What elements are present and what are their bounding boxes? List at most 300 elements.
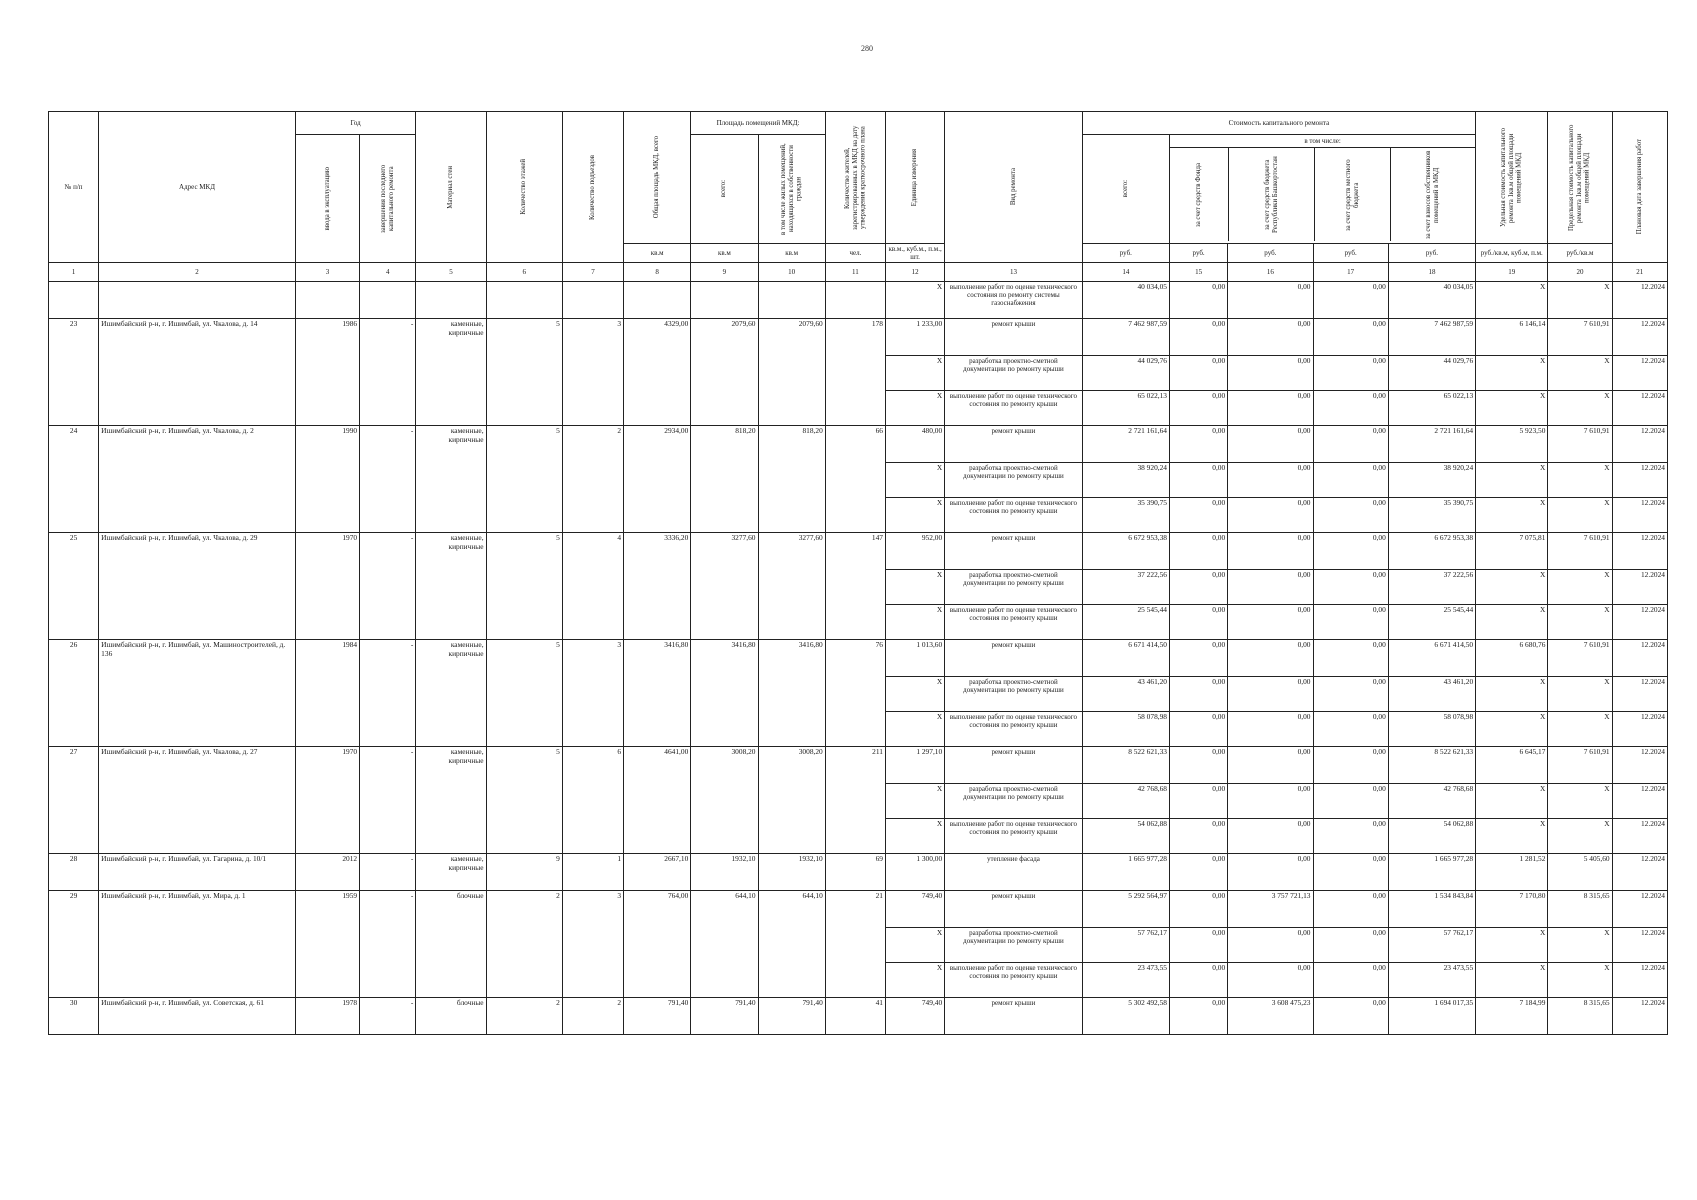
cell-entrances: 2: [562, 998, 623, 1035]
cell-unit-cost: 6 645,17: [1476, 747, 1548, 784]
column-index-17: 17: [1313, 263, 1388, 282]
cell-max-cost: 7 610,91: [1548, 319, 1612, 356]
cell-address: Ишимбайский р-н, г. Ишимбай, ул. Чкалова, д. 27: [99, 747, 296, 854]
cell-residents: 76: [825, 640, 885, 747]
cell-material: каменные, кирпичные: [416, 747, 486, 854]
cell-cost-owners: 57 762,17: [1388, 928, 1475, 963]
cell-unit-cost: 6 146,14: [1476, 319, 1548, 356]
cell-unit: 1 297,10: [885, 747, 944, 784]
header-unit-cost: Удельная стоимость капитального ремонта 1кв.м общей площади помещений МКД: [1476, 112, 1548, 244]
cell-premises-total: 2079,60: [691, 319, 758, 426]
unit-premises-private: кв.м: [758, 244, 825, 263]
cell-cost-republic: 0,00: [1228, 854, 1313, 891]
cell-deadline: 12.2024: [1612, 605, 1667, 640]
cell-max-cost: X: [1548, 784, 1612, 819]
cell-total-area: 4329,00: [624, 319, 691, 426]
cell-floors: 9: [486, 854, 562, 891]
cell-cost-total: 40 034,05: [1082, 282, 1169, 319]
column-index-13: 13: [945, 263, 1083, 282]
unit-residents: чел.: [825, 244, 885, 263]
cell-cost-local: 0,00: [1313, 891, 1388, 928]
cell-cost-owners: 44 029,76: [1388, 356, 1475, 391]
cell-premises-total: 791,40: [691, 998, 758, 1035]
cell-cost-total: 6 672 953,38: [1082, 533, 1169, 570]
cell-cost-fund: 0,00: [1170, 391, 1228, 426]
cell-cost-fund: 0,00: [1170, 677, 1228, 712]
table-row: [49, 854, 1668, 891]
cell-last-repair: -: [360, 319, 416, 426]
cell-entrances: 3: [562, 640, 623, 747]
page-number: 280: [861, 44, 873, 53]
cell-premises-total: 644,10: [691, 891, 758, 998]
cell-work-type: разработка проектно-сметной документации по ремонту крыши: [945, 356, 1083, 391]
cell-cost-local: 0,00: [1313, 784, 1388, 819]
cell-cost-republic: 0,00: [1228, 640, 1313, 677]
cell-cost-local: 0,00: [1313, 677, 1388, 712]
cell-unit: X: [885, 928, 944, 963]
cell-cost-owners: 43 461,20: [1388, 677, 1475, 712]
header-max-cost: Предельная стоимость капитального ремонта 1кв.м общей площади помещений МКД: [1548, 112, 1612, 244]
cell-work-type: утепление фасада: [945, 854, 1083, 891]
cell-cost-republic: 0,00: [1228, 463, 1313, 498]
capital-repair-register: [48, 111, 1668, 1035]
cell-unit-cost: X: [1476, 712, 1548, 747]
cell-cost-fund: 0,00: [1170, 570, 1228, 605]
cell-residents: 178: [825, 319, 885, 426]
cell-unit-cost: 1 281,52: [1476, 854, 1548, 891]
cell-num: 28: [49, 854, 99, 891]
header-cost-owners: за счет взносов собственников помещений в МКД: [1425, 150, 1441, 239]
header-entrances: Количество подъездов: [562, 112, 623, 263]
cell-cost-fund: 0,00: [1170, 963, 1228, 998]
cell-max-cost: X: [1548, 391, 1612, 426]
cell-cost-republic: 0,00: [1228, 426, 1313, 463]
column-index-19: 19: [1476, 263, 1548, 282]
header-including-label: в том числе:: [1170, 135, 1475, 148]
cell-cost-local: 0,00: [1313, 854, 1388, 891]
cell-max-cost: X: [1548, 928, 1612, 963]
header-year-commissioning: ввода в эксплуатацию: [295, 135, 359, 263]
header-cost-local: за счет средств местного бюджета: [1344, 158, 1360, 231]
cell-deadline: 12.2024: [1612, 712, 1667, 747]
cell-cost-owners: 6 672 953,38: [1388, 533, 1475, 570]
column-index-7: 7: [562, 263, 623, 282]
unit-cost-republic: руб.: [1228, 244, 1313, 263]
cell-cost-total: 5 292 564,97: [1082, 891, 1169, 928]
cell-cost-total: 2 721 161,64: [1082, 426, 1169, 463]
cell-unit: X: [885, 356, 944, 391]
cell-deadline: 12.2024: [1612, 891, 1667, 928]
cell-year: 1970: [295, 747, 359, 854]
cell-premises-total: 818,20: [691, 426, 758, 533]
unit-cost-local: руб.: [1313, 244, 1388, 263]
cell-cost-fund: 0,00: [1170, 319, 1228, 356]
cell-deadline: 12.2024: [1612, 570, 1667, 605]
cell-unit: 952,00: [885, 533, 944, 570]
header-year-last-repair: завершения последнего капитального ремонта: [360, 135, 416, 263]
table-row: [49, 426, 1668, 463]
cell-max-cost: 8 315,65: [1548, 891, 1612, 928]
cell-work-type: выполнение работ по оценке технического состояния по ремонту крыши: [945, 712, 1083, 747]
cell-cost-local: 0,00: [1313, 570, 1388, 605]
cell-cost-republic: 0,00: [1228, 928, 1313, 963]
cell-premises-total: 3416,80: [691, 640, 758, 747]
column-index-14: 14: [1082, 263, 1169, 282]
cell-unit: X: [885, 463, 944, 498]
cell-cost-total: 7 462 987,59: [1082, 319, 1169, 356]
cell-unit-cost: X: [1476, 391, 1548, 426]
cell-cost-republic: 3 757 721,13: [1228, 891, 1313, 928]
cell-max-cost: X: [1548, 677, 1612, 712]
cell-cost-owners: 25 545,44: [1388, 605, 1475, 640]
header-residents: Количество жителей, зарегистрированных в МКД на дату утверждения краткосрочного плана: [825, 112, 885, 244]
cell-entrances: 3: [562, 319, 623, 426]
cell-unit: X: [885, 784, 944, 819]
cell-work-type: ремонт крыши: [945, 640, 1083, 677]
cell-cost-republic: 0,00: [1228, 963, 1313, 998]
cell-cost-fund: 0,00: [1170, 426, 1228, 463]
cell-address: Ишимбайский р-н, г. Ишимбай, ул. Машиностроителей, д. 136: [99, 640, 296, 747]
header-num: № п/п: [49, 112, 99, 263]
cell-floors: 2: [486, 891, 562, 998]
cell-floors: 5: [486, 319, 562, 426]
cell-deadline: 12.2024: [1612, 784, 1667, 819]
cell-entrances: 1: [562, 854, 623, 891]
cell-max-cost: 5 405,60: [1548, 854, 1612, 891]
cell-floors: 2: [486, 998, 562, 1035]
cell-material: каменные, кирпичные: [416, 533, 486, 640]
cell-cost-local: 0,00: [1313, 640, 1388, 677]
column-index-row: [49, 263, 1668, 282]
cell-premises-private: 3416,80: [758, 640, 825, 747]
cell-unit: 1 300,00: [885, 854, 944, 891]
cell-cost-total: 58 078,98: [1082, 712, 1169, 747]
cell-cost-local: 0,00: [1313, 498, 1388, 533]
cell-total-area: 3336,20: [624, 533, 691, 640]
cell-last-repair: -: [360, 854, 416, 891]
column-index-21: 21: [1612, 263, 1667, 282]
cell-material: блочные: [416, 998, 486, 1035]
cell-unit: X: [885, 677, 944, 712]
cell-cost-owners: 6 671 414,50: [1388, 640, 1475, 677]
cell-deadline: 12.2024: [1612, 747, 1667, 784]
cell-cost-total: 65 022,13: [1082, 391, 1169, 426]
cell-total-area: 4641,00: [624, 747, 691, 854]
cell-max-cost: X: [1548, 282, 1612, 319]
cell-num: 29: [49, 891, 99, 998]
cell-address: Ишимбайский р-н, г. Ишимбай, ул. Чкалова, д. 29: [99, 533, 296, 640]
cell-work-type: выполнение работ по оценке технического состояния по ремонту крыши: [945, 963, 1083, 998]
cell-num: 25: [49, 533, 99, 640]
cell-cost-owners: 37 222,56: [1388, 570, 1475, 605]
cell-cost-local: 0,00: [1313, 605, 1388, 640]
cell-work-type: разработка проектно-сметной документации по ремонту крыши: [945, 928, 1083, 963]
header-cost-total: всего:: [1082, 135, 1169, 244]
cell-year: 1986: [295, 319, 359, 426]
cell-material: каменные, кирпичные: [416, 854, 486, 891]
cell-unit: X: [885, 498, 944, 533]
cell-unit: 480,00: [885, 426, 944, 463]
cell-max-cost: X: [1548, 498, 1612, 533]
cell-cost-republic: 0,00: [1228, 356, 1313, 391]
table-body: [49, 282, 1668, 1035]
header-address: Адрес МКД: [99, 112, 296, 263]
cell-work-type: выполнение работ по оценке технического состояния по ремонту крыши: [945, 391, 1083, 426]
cell-cost-republic: 0,00: [1228, 747, 1313, 784]
cell-cost-local: 0,00: [1313, 391, 1388, 426]
cell-cost-total: 44 029,76: [1082, 356, 1169, 391]
cell-address: Ишимбайский р-н, г. Ишимбай, ул. Советская, д. 61: [99, 998, 296, 1035]
cell-cost-owners: 42 768,68: [1388, 784, 1475, 819]
cell-deadline: 12.2024: [1612, 819, 1667, 854]
cell-unit-cost: X: [1476, 819, 1548, 854]
cell-cost-fund: 0,00: [1170, 784, 1228, 819]
cell-cost-local: 0,00: [1313, 319, 1388, 356]
cell-cost-local: 0,00: [1313, 963, 1388, 998]
cell-cost-owners: 8 522 621,33: [1388, 747, 1475, 784]
cell-cost-fund: 0,00: [1170, 463, 1228, 498]
cell-work-type: ремонт крыши: [945, 533, 1083, 570]
cell-residents: 41: [825, 998, 885, 1035]
cell-unit: X: [885, 282, 944, 319]
cell-total-area: 2934,00: [624, 426, 691, 533]
cell-deadline: 12.2024: [1612, 998, 1667, 1035]
cell-address: Ишимбайский р-н, г. Ишимбай, ул. Мира, д. 1: [99, 891, 296, 998]
header-floors: Количество этажей: [486, 112, 562, 263]
cell-unit-cost: 5 923,50: [1476, 426, 1548, 463]
table-row: [49, 640, 1668, 677]
cell-entrances: 3: [562, 891, 623, 998]
cell-residents: 66: [825, 426, 885, 533]
cell-num: 30: [49, 998, 99, 1035]
cell-address: Ишимбайский р-н, г. Ишимбай, ул. Чкалова, д. 2: [99, 426, 296, 533]
cell-cost-total: 25 545,44: [1082, 605, 1169, 640]
header-work-type: Вид ремонта: [945, 112, 1083, 263]
cell-entrances: 6: [562, 747, 623, 854]
cell-cost-owners: 1 694 017,35: [1388, 998, 1475, 1035]
cell-total-area: 764,00: [624, 891, 691, 998]
column-index-16: 16: [1228, 263, 1313, 282]
cell-max-cost: 7 610,91: [1548, 426, 1612, 463]
cell-cost-fund: 0,00: [1170, 640, 1228, 677]
cell-work-type: разработка проектно-сметной документации по ремонту крыши: [945, 677, 1083, 712]
cell-material: блочные: [416, 891, 486, 998]
column-index-8: 8: [624, 263, 691, 282]
cell-deadline: 12.2024: [1612, 854, 1667, 891]
cell-unit-cost: X: [1476, 605, 1548, 640]
cell-last-repair: -: [360, 891, 416, 998]
column-index-4: 4: [360, 263, 416, 282]
header-premises-total: всего:: [691, 135, 758, 244]
cell-deadline: 12.2024: [1612, 319, 1667, 356]
cell-cost-owners: 54 062,88: [1388, 819, 1475, 854]
cell-max-cost: X: [1548, 570, 1612, 605]
column-index-5: 5: [416, 263, 486, 282]
cell-cost-total: 8 522 621,33: [1082, 747, 1169, 784]
header-cost-fund: за счет средств Фонда: [1195, 162, 1203, 227]
cell-work-type: ремонт крыши: [945, 747, 1083, 784]
column-index-18: 18: [1388, 263, 1475, 282]
cell-work-type: ремонт крыши: [945, 891, 1083, 928]
cell-total-area: 791,40: [624, 998, 691, 1035]
cell-max-cost: X: [1548, 605, 1612, 640]
cell-cost-local: 0,00: [1313, 533, 1388, 570]
cell-cost-local: 0,00: [1313, 356, 1388, 391]
cell-unit-cost: 7 170,80: [1476, 891, 1548, 928]
cell-work-type: ремонт крыши: [945, 426, 1083, 463]
cell-floors: 5: [486, 426, 562, 533]
cell-cost-republic: 0,00: [1228, 498, 1313, 533]
cell-deadline: 12.2024: [1612, 282, 1667, 319]
cell-address: Ишимбайский р-н, г. Ишимбай, ул. Гагарина, д. 10/1: [99, 854, 296, 891]
cell-cost-total: 43 461,20: [1082, 677, 1169, 712]
unit-cost-fund: руб.: [1170, 244, 1228, 263]
cell-cost-owners: 1 534 843,84: [1388, 891, 1475, 928]
cell-cost-republic: 0,00: [1228, 570, 1313, 605]
cell-year: 1970: [295, 533, 359, 640]
unit-cost-owners: руб.: [1388, 244, 1475, 263]
cell-cost-owners: 7 462 987,59: [1388, 319, 1475, 356]
cell-cost-local: 0,00: [1313, 928, 1388, 963]
cell-material: каменные, кирпичные: [416, 426, 486, 533]
table-header: [49, 112, 1668, 282]
header-year-group: Год: [295, 112, 415, 135]
cell-year: 2012: [295, 854, 359, 891]
register-table: [48, 111, 1668, 1035]
cell-unit: X: [885, 391, 944, 426]
cell-last-repair: -: [360, 998, 416, 1035]
cell-premises-private: 2079,60: [758, 319, 825, 426]
cell-unit-cost: 7 075,81: [1476, 533, 1548, 570]
cell-unit-cost: X: [1476, 498, 1548, 533]
cell-deadline: 12.2024: [1612, 391, 1667, 426]
cell-floors: 5: [486, 747, 562, 854]
cell-year: 1959: [295, 891, 359, 998]
cell-material: каменные, кирпичные: [416, 640, 486, 747]
cell-year: 1978: [295, 998, 359, 1035]
cell-cost-republic: 0,00: [1228, 319, 1313, 356]
cell-unit: 749,40: [885, 998, 944, 1035]
cell-cost-republic: 0,00: [1228, 819, 1313, 854]
cell-work-type: ремонт крыши: [945, 319, 1083, 356]
cell-cost-republic: 0,00: [1228, 605, 1313, 640]
cell-cost-local: 0,00: [1313, 998, 1388, 1035]
cell-work-type: выполнение работ по оценке технического состояния по ремонту крыши: [945, 819, 1083, 854]
cell-cost-owners: 2 721 161,64: [1388, 426, 1475, 463]
cell-work-type: выполнение работ по оценке технического состояния по ремонту системы газоснабжения: [945, 282, 1083, 319]
cell-unit-cost: X: [1476, 570, 1548, 605]
cell-material: каменные, кирпичные: [416, 319, 486, 426]
cell-cost-fund: 0,00: [1170, 356, 1228, 391]
cell-unit-cost: X: [1476, 463, 1548, 498]
cell-unit-cost: X: [1476, 282, 1548, 319]
cell-total-area: 3416,80: [624, 640, 691, 747]
cell-residents: 21: [825, 891, 885, 998]
cell-num: 24: [49, 426, 99, 533]
column-index-20: 20: [1548, 263, 1612, 282]
table-row: [49, 533, 1668, 570]
cell-cost-total: 35 390,75: [1082, 498, 1169, 533]
cell-deadline: 12.2024: [1612, 463, 1667, 498]
column-index-2: 2: [99, 263, 296, 282]
cell-unit-cost: X: [1476, 677, 1548, 712]
cell-cost-local: 0,00: [1313, 282, 1388, 319]
cell-unit: 1 233,00: [885, 319, 944, 356]
header-cost-including: [1170, 135, 1476, 244]
cell-cost-owners: 1 665 977,28: [1388, 854, 1475, 891]
table-row: [49, 747, 1668, 784]
cell-premises-private: 644,10: [758, 891, 825, 998]
cell-premises-private: 1932,10: [758, 854, 825, 891]
cell-max-cost: X: [1548, 712, 1612, 747]
cell-unit: X: [885, 819, 944, 854]
cell-floors: 5: [486, 640, 562, 747]
cell-premises-private: 791,40: [758, 998, 825, 1035]
cell-cost-total: 57 762,17: [1082, 928, 1169, 963]
cell-cost-republic: 0,00: [1228, 282, 1313, 319]
cell-cost-fund: 0,00: [1170, 498, 1228, 533]
cell-max-cost: 7 610,91: [1548, 533, 1612, 570]
cell-cost-republic: 0,00: [1228, 391, 1313, 426]
cell-cost-local: 0,00: [1313, 819, 1388, 854]
cell-unit: 749,40: [885, 891, 944, 928]
cell-cost-fund: 0,00: [1170, 533, 1228, 570]
unit-total-area: кв.м: [624, 244, 691, 263]
cell-last-repair: -: [360, 640, 416, 747]
cell-unit: X: [885, 963, 944, 998]
cell-unit: X: [885, 712, 944, 747]
cell-cost-fund: 0,00: [1170, 891, 1228, 928]
header-wall-material: Материал стен: [416, 112, 486, 263]
unit-premises-total: кв.м: [691, 244, 758, 263]
cell-cost-total: 6 671 414,50: [1082, 640, 1169, 677]
cell-work-type: разработка проектно-сметной документации по ремонту крыши: [945, 570, 1083, 605]
column-index-11: 11: [825, 263, 885, 282]
cell-cost-republic: 0,00: [1228, 712, 1313, 747]
cell-deadline: 12.2024: [1612, 640, 1667, 677]
cell-work-type: выполнение работ по оценке технического состояния по ремонту крыши: [945, 498, 1083, 533]
cell-cost-local: 0,00: [1313, 463, 1388, 498]
cell-max-cost: X: [1548, 819, 1612, 854]
cell-cost-fund: 0,00: [1170, 819, 1228, 854]
cell-cost-owners: 40 034,05: [1388, 282, 1475, 319]
cell-deadline: 12.2024: [1612, 498, 1667, 533]
cell-unit-cost: 7 184,99: [1476, 998, 1548, 1035]
cell-premises-total: 3008,20: [691, 747, 758, 854]
cell-max-cost: X: [1548, 356, 1612, 391]
cell-num: 27: [49, 747, 99, 854]
column-index-3: 3: [295, 263, 359, 282]
cell-unit-cost: X: [1476, 928, 1548, 963]
cell-cost-republic: 0,00: [1228, 533, 1313, 570]
cell-premises-total: 1932,10: [691, 854, 758, 891]
column-index-9: 9: [691, 263, 758, 282]
cell-work-type: разработка проектно-сметной документации по ремонту крыши: [945, 784, 1083, 819]
cell-num: 26: [49, 640, 99, 747]
column-index-15: 15: [1170, 263, 1228, 282]
cell-work-type: разработка проектно-сметной документации по ремонту крыши: [945, 463, 1083, 498]
cell-num: 23: [49, 319, 99, 426]
table-row: [49, 998, 1668, 1035]
cell-deadline: 12.2024: [1612, 533, 1667, 570]
cell-cost-owners: 35 390,75: [1388, 498, 1475, 533]
header-deadline: Плановая дата завершения работ: [1612, 112, 1667, 263]
cell-deadline: 12.2024: [1612, 677, 1667, 712]
cell-cost-owners: 38 920,24: [1388, 463, 1475, 498]
table-row: [49, 891, 1668, 928]
cell-cost-fund: 0,00: [1170, 712, 1228, 747]
unit-max-cost: руб./кв.м: [1548, 244, 1612, 263]
